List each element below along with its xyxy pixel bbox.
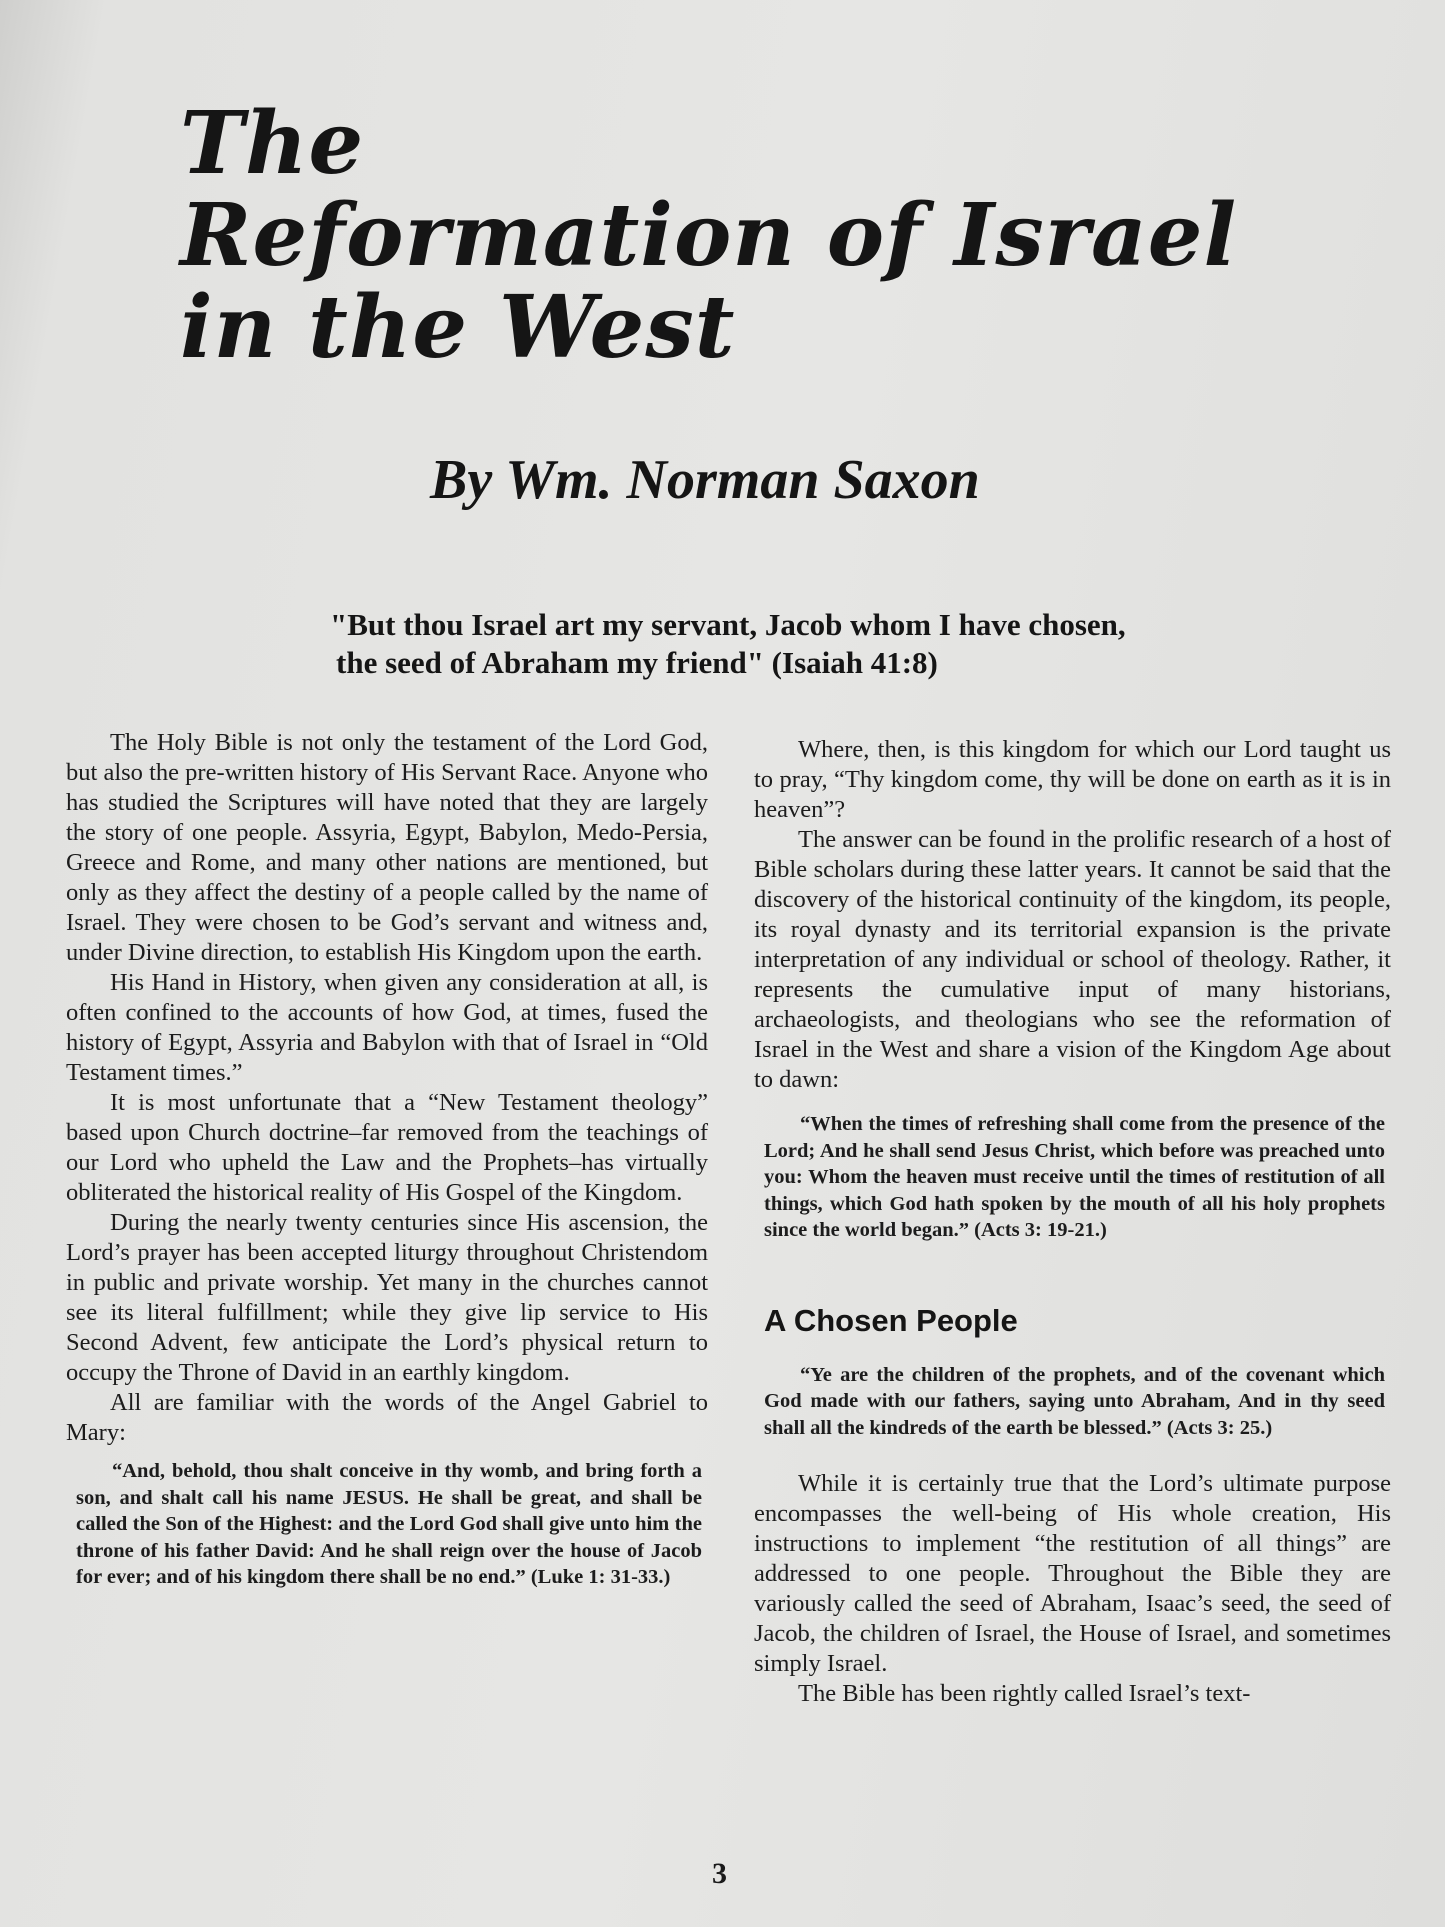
page-number: 3 xyxy=(712,1857,727,1890)
paragraph: Where, then, is this kingdom for which our Lord taught us to pray, “Thy kingdom come, thy will be done on earth as it is in heaven”? xyxy=(754,736,1391,823)
paragraph: While it is certainly true that the Lord’s ultimate purpose encompasses the well-being of His whole creation, His instructions to implement “the restitution of all things” are addressed to one people. Throughout the Bible they are variously called the seed of Abraham, Isaac’s seed, the seed of Jacob, the children of Israel, the House of Israel, and sometimes simply Israel. xyxy=(754,1470,1391,1677)
epigraph xyxy=(330,606,1230,682)
title-line-2: Reformation of Israel xyxy=(180,185,1238,286)
paragraph: The Holy Bible is not only the testament of the Lord God, but also the pre-written history of His Servant Race. Anyone who has studied the Scriptures will have noted that they are largely the story of one people. Assyria, Egypt, Babylon, Medo-Persia, Greece and Rome, and many other nations are mentioned, but only as they affect the destiny of a people called by the name of Israel. They were chosen to be God’s servant and witness and, under Divine direction, to establish His Kingdom upon the earth. xyxy=(66,729,708,966)
block-quote-acts-2 xyxy=(764,1362,1385,1442)
article-title xyxy=(180,93,1400,378)
title-line-3: in the West xyxy=(180,277,736,378)
paragraph: The Bible has been rightly called Israel’s text- xyxy=(798,1680,1251,1707)
paragraph: It is most unfortunate that a “New Testament theology” based upon Church doctrine–far removed from the teachings of our Lord who upheld the Law and the Prophets–has virtually obliterated the historical reality of His Gospel of the Kingdom. xyxy=(66,1089,708,1206)
block-quote-acts-1 xyxy=(764,1111,1385,1244)
quote-reference: (Acts 3: 19-21.) xyxy=(974,1219,1107,1241)
quote-text: “When the times of refreshing shall come from the presence of the Lord; And he shall send Jesus Christ, which before was preached unto you: Whom the heaven must receive until the times of restitution of all things, which God hath spoken by the mouth of all his holy prophets since the world began.” xyxy=(764,1113,1385,1241)
section-heading: A Chosen People xyxy=(764,1302,1018,1338)
quote-reference: (Luke 1: 31-33.) xyxy=(530,1566,671,1588)
byline: By Wm. Norman Saxon xyxy=(430,449,980,511)
epigraph-line-1: "But thou Israel art my servant, Jacob whom I have chosen, xyxy=(330,607,1126,642)
quote-reference: (Acts 3: 25.) xyxy=(1166,1416,1273,1439)
paragraph: The answer can be found in the prolific research of a host of Bible scholars during these latter years. It cannot be said that the discovery of the historical continuity of the kingdom, its people, its royal dynasty and its territorial expansion is the private interpretation of any individual or school of theology. Rather, it represents the cumulative input of many historians, archaeologists, and theologians who see the reformation of Israel in the West and share a vision of the Kingdom Age about to dawn: xyxy=(754,826,1391,1093)
spacer xyxy=(754,1441,1391,1469)
paragraph: During the nearly twenty centuries since His ascension, the Lord’s prayer has been accepted liturgy throughout Christendom in public and private worship. Yet many in the churches cannot see its literal fulfillment; while they give lip service to His Second Advent, few anticipate the Lord’s physical return to occupy the Throne of David in an earthly kingdom. xyxy=(66,1209,708,1386)
quote-text: “And, behold, thou shalt conceive in thy womb, and bring forth a son, and shalt call his name JESUS. He shall be great, and shall be called the Son of the Highest: and the Lord God shall give unto him the throne of his father David: And he shall reign over the house of Jacob for ever; and of his kingdom there shall be no end.” xyxy=(76,1460,702,1588)
paragraph: His Hand in History, when given any consideration at all, is often confined to the accounts of how God, at times, fused the history of Egypt, Assyria and Babylon with that of Israel in “Old Testament times.” xyxy=(66,969,708,1086)
epigraph-line-2: the seed of Abraham my friend" (Isaiah 41:8) xyxy=(336,645,938,680)
block-quote-luke xyxy=(76,1458,702,1591)
paragraph: All are familiar with the words of the Angel Gabriel to Mary: xyxy=(66,1389,708,1446)
title-line-1: The xyxy=(180,93,365,194)
left-column xyxy=(66,728,708,1591)
quote-text: “Ye are the children of the prophets, and of the covenant which God made with our fathers, saying unto Abraham, And in thy seed shall all the kindreds of the earth be blessed.” xyxy=(764,1363,1385,1439)
right-column xyxy=(754,735,1391,1709)
